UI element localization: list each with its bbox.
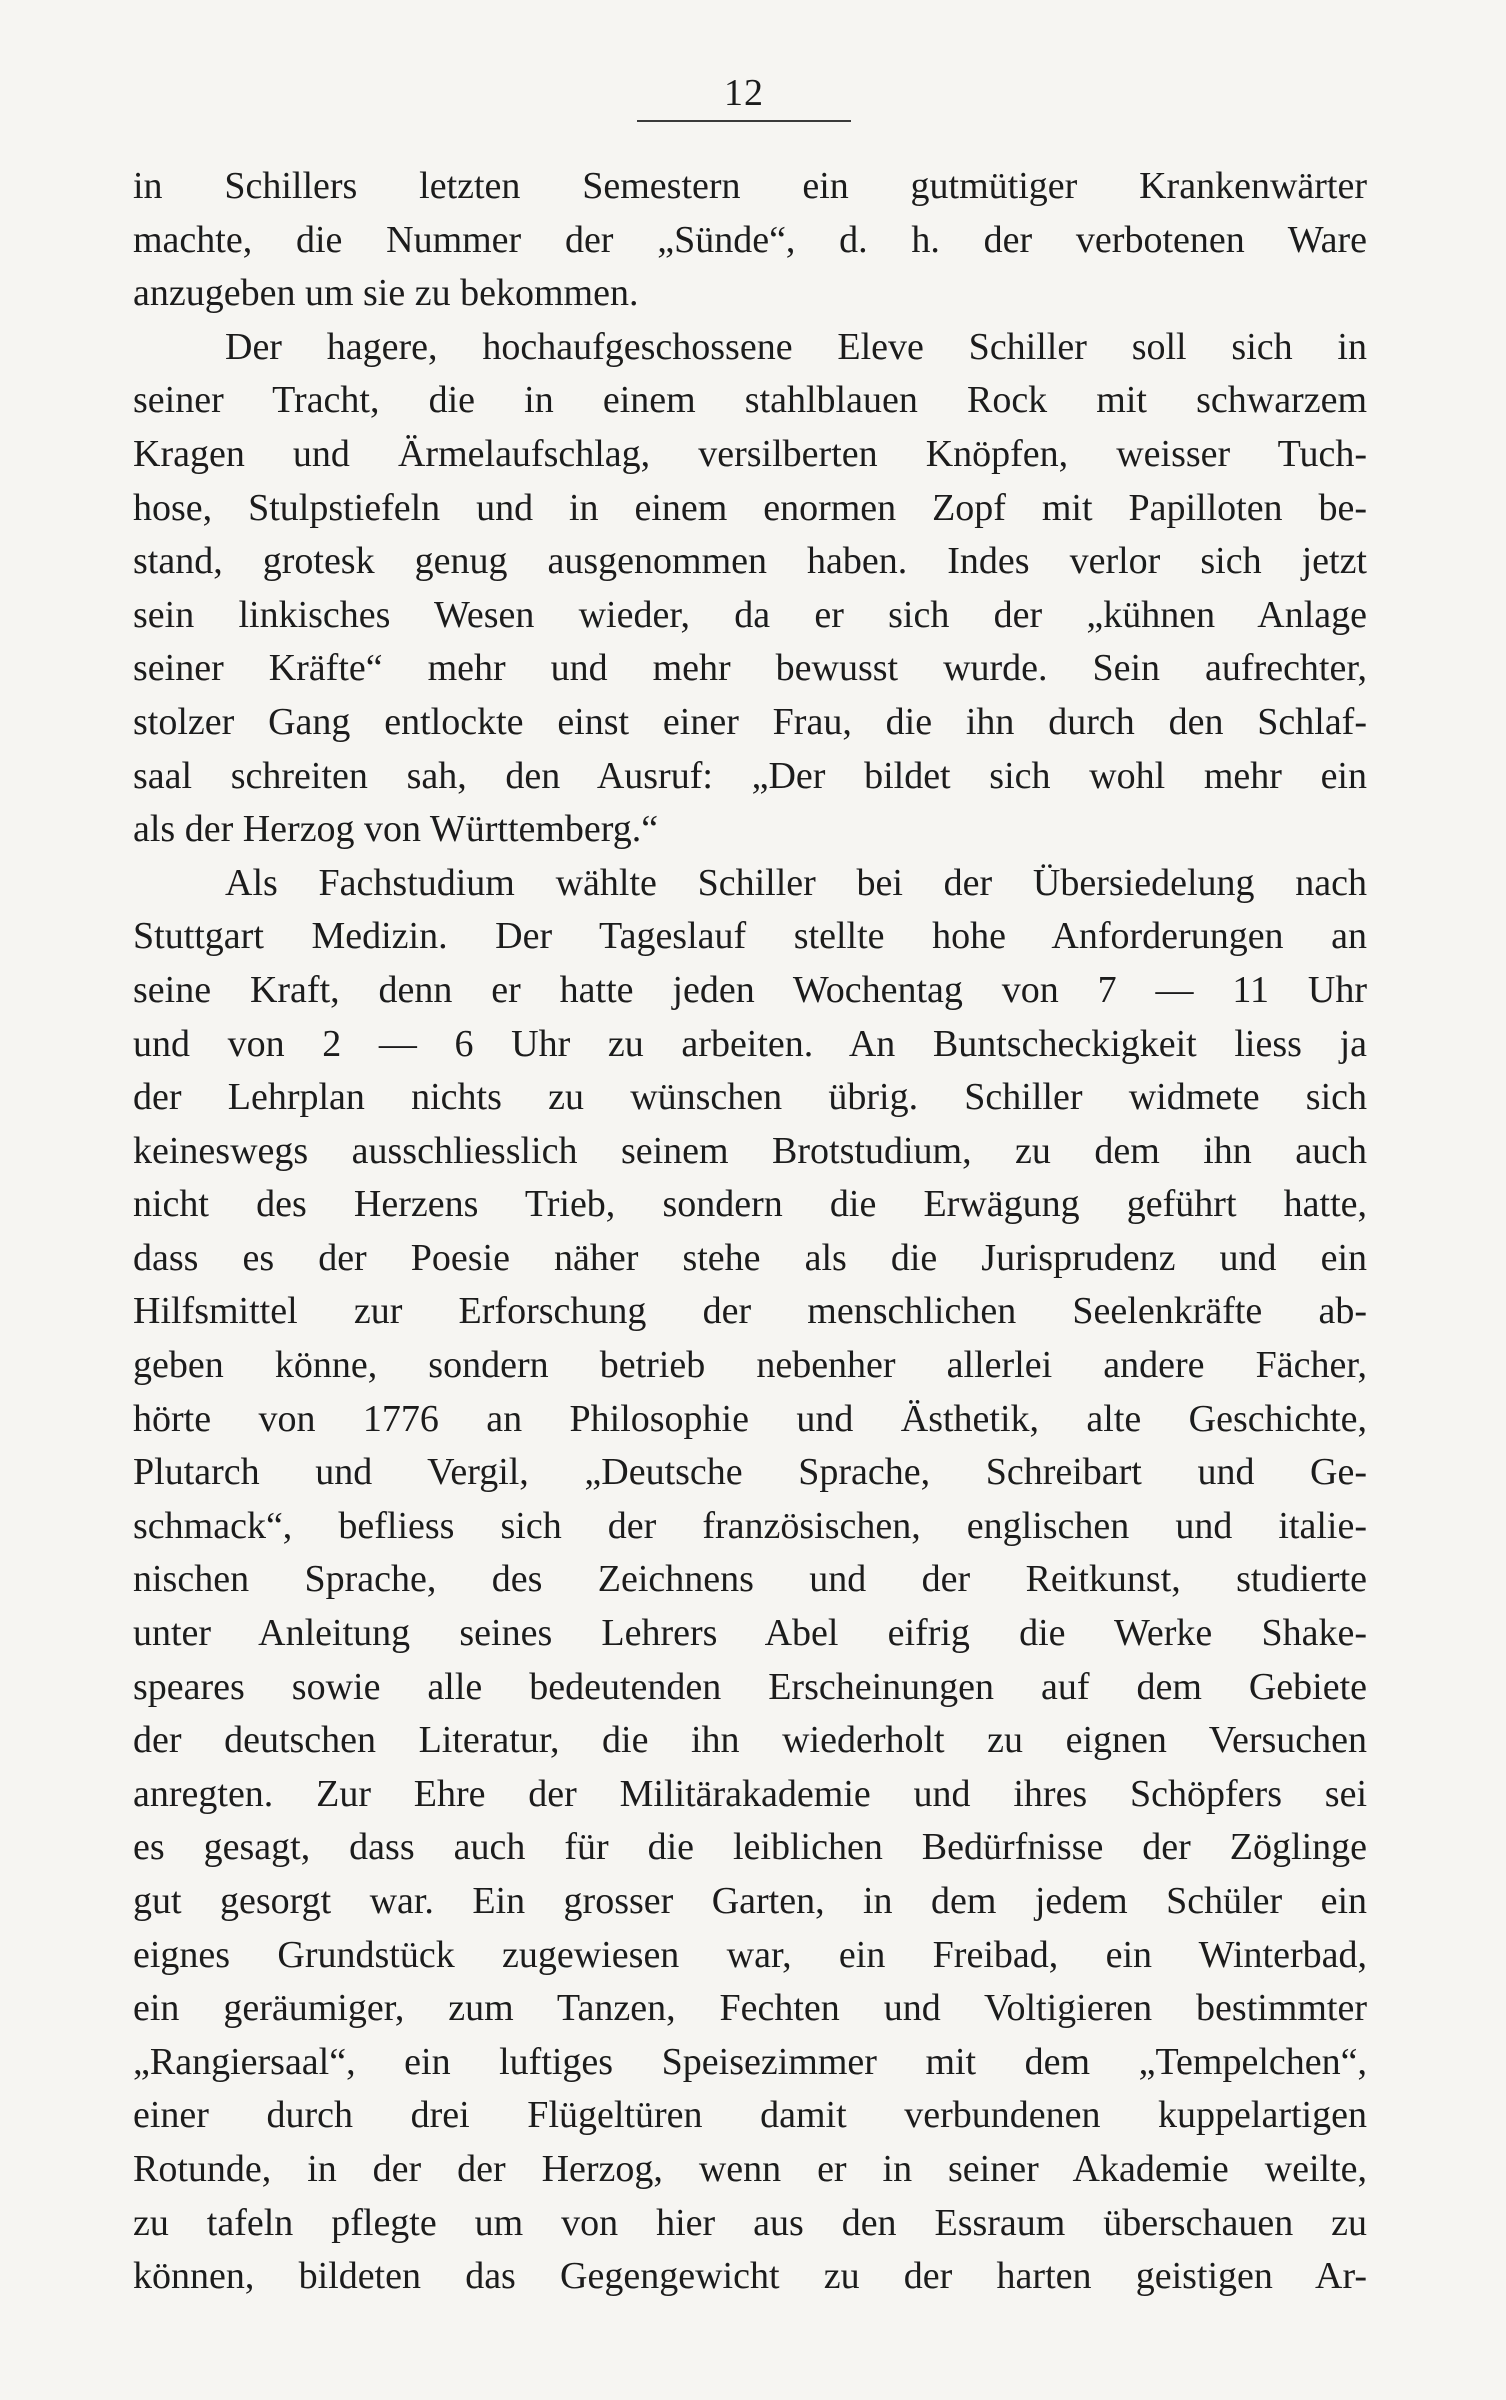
text-line: dass es der Poesie näher stehe als die Jurisprudenz und ein: [133, 1236, 1367, 1279]
body-text: [133, 160, 1367, 2304]
text-line: machte, die Nummer der „Sünde“, d. h. der verbotenen Ware: [133, 218, 1367, 261]
text-line: anzugeben um sie zu bekommen.: [133, 272, 639, 315]
header-rule: [637, 120, 851, 122]
text-line: und von 2 — 6 Uhr zu arbeiten. An Buntscheckigkeit liess ja: [133, 1022, 1367, 1065]
text-line: seiner Tracht, die in einem stahlblauen Rock mit schwarzem: [133, 379, 1367, 422]
text-line: seiner Kräfte“ mehr und mehr bewusst wurde. Sein aufrechter,: [133, 647, 1367, 690]
text-line: können, bildeten das Gegengewicht zu der harten geistigen Ar-: [133, 2255, 1367, 2298]
text-line: hose, Stulpstiefeln und in einem enormen Zopf mit Papilloten be-: [133, 486, 1367, 529]
text-line: hörte von 1776 an Philosophie und Ästhetik, alte Geschichte,: [133, 1397, 1367, 1440]
text-line: Kragen und Ärmelaufschlag, versilberten Knöpfen, weisser Tuch-: [133, 432, 1367, 475]
page-number: 12: [724, 72, 764, 114]
text-line: der Lehrplan nichts zu wünschen übrig. Schiller widmete sich: [133, 1076, 1367, 1119]
text-line: der deutschen Literatur, die ihn wiederholt zu eignen Versuchen: [133, 1719, 1367, 1762]
text-line: schmack“, befliess sich der französischen, englischen und italie-: [133, 1504, 1367, 1547]
text-line: zu tafeln pflegte um von hier aus den Essraum überschauen zu: [133, 2201, 1367, 2244]
text-line: geben könne, sondern betrieb nebenher allerlei andere Fächer,: [133, 1344, 1367, 1387]
text-line: „Rangiersaal“, ein luftiges Speisezimmer mit dem „Tempelchen“,: [133, 2040, 1367, 2083]
text-line: eignes Grundstück zugewiesen war, ein Freibad, ein Winterbad,: [133, 1933, 1367, 1976]
text-line: Als Fachstudium wählte Schiller bei der Übersiedelung nach: [225, 861, 1367, 904]
text-line: stolzer Gang entlockte einst einer Frau, die ihn durch den Schlaf-: [133, 700, 1367, 743]
text-line: stand, grotesk genug ausgenommen haben. Indes verlor sich jetzt: [133, 540, 1367, 583]
text-line: unter Anleitung seines Lehrers Abel eifrig die Werke Shake-: [133, 1612, 1367, 1655]
text-line: einer durch drei Flügeltüren damit verbundenen kuppelartigen: [133, 2094, 1367, 2137]
text-line: ein geräumiger, zum Tanzen, Fechten und Voltigieren bestimmter: [133, 1987, 1367, 2030]
text-line: saal schreiten sah, den Ausruf: „Der bildet sich wohl mehr ein: [133, 754, 1367, 797]
text-line: nicht des Herzens Trieb, sondern die Erwägung geführt hatte,: [133, 1183, 1367, 1226]
page-header: [637, 72, 851, 122]
text-line: Der hagere, hochaufgeschossene Eleve Schiller soll sich in: [225, 325, 1367, 368]
text-line: als der Herzog von Württemberg.“: [133, 808, 659, 851]
text-line: gut gesorgt war. Ein grosser Garten, in dem jedem Schüler ein: [133, 1880, 1367, 1922]
text-line: Plutarch und Vergil, „Deutsche Sprache, Schreibart und Ge-: [133, 1451, 1367, 1494]
text-line: seine Kraft, denn er hatte jeden Wochentag von 7 — 11 Uhr: [133, 968, 1367, 1011]
text-line: Rotunde, in der der Herzog, wenn er in seiner Akademie weilte,: [133, 2147, 1367, 2190]
text-line: nischen Sprache, des Zeichnens und der Reitkunst, studierte: [133, 1558, 1367, 1601]
text-line: es gesagt, dass auch für die leiblichen Bedürfnisse der Zöglinge: [133, 1826, 1367, 1869]
text-line: Stuttgart Medizin. Der Tageslauf stellte hohe Anforderungen an: [133, 915, 1367, 958]
text-line: sein linkisches Wesen wieder, da er sich der „kühnen Anlage: [133, 593, 1367, 636]
text-line: anregten. Zur Ehre der Militärakademie und ihres Schöpfers sei: [133, 1772, 1367, 1815]
text-line: keineswegs ausschliesslich seinem Brotstudium, zu dem ihn auch: [133, 1129, 1367, 1172]
text-line: in Schillers letzten Semestern ein gutmütiger Krankenwärter: [133, 165, 1367, 207]
text-line: speares sowie alle bedeutenden Erscheinungen auf dem Gebiete: [133, 1665, 1367, 1708]
text-line: Hilfsmittel zur Erforschung der menschlichen Seelenkräfte ab-: [133, 1290, 1367, 1333]
